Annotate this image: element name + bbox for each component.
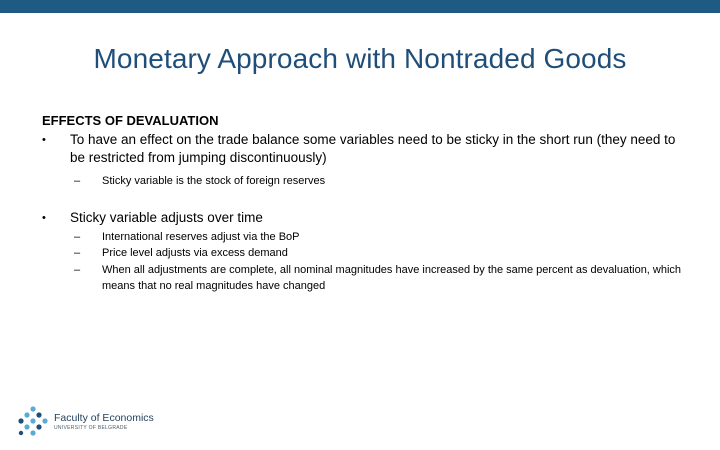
logo-subtitle: UNIVERSITY OF BELGRADE: [54, 425, 128, 431]
sub-item: [70, 229, 682, 246]
sub-item: [70, 262, 682, 295]
sub-item-marker: –: [74, 175, 81, 187]
slide-content: [42, 113, 682, 295]
sub-item-marker: –: [74, 230, 81, 243]
sub-list: [70, 173, 682, 190]
logo-name: Faculty of Economics: [54, 412, 154, 424]
slide-title: Monetary Approach with Nontraded Goods: [93, 43, 627, 74]
bullet-marker: •: [42, 211, 46, 224]
sub-item: [70, 173, 682, 190]
bullet-text: Sticky variable adjusts over time: [70, 209, 263, 225]
logo-dots-icon: [16, 406, 50, 440]
sub-item-marker: –: [74, 247, 81, 259]
sub-item-text: When all adjustments are complete, all nominal magnitudes have increased by the same percent as devaluation, which means that no real magnitudes have changed: [102, 263, 682, 292]
bullet-text: To have an effect on the trade balance some variables need to be sticky in the short run (they need to be restricted from jumping discontinuously): [70, 132, 676, 165]
sub-item-text: Sticky variable is the stock of foreign reserves: [102, 175, 326, 187]
bullet-item: [42, 209, 682, 295]
section-heading: EFFECTS OF DEVALUATION: [42, 113, 219, 128]
bullet-marker: •: [42, 134, 46, 146]
sub-list: [70, 229, 682, 295]
sub-item-text: Price level adjusts via excess demand: [102, 247, 288, 259]
faculty-logo: [16, 406, 156, 442]
bullet-item: [42, 131, 682, 190]
top-accent-bar: [0, 0, 720, 13]
sub-item-text: International reserves adjust via the BoP: [102, 230, 300, 243]
sub-item-marker: –: [74, 263, 81, 276]
sub-item: [70, 245, 682, 262]
